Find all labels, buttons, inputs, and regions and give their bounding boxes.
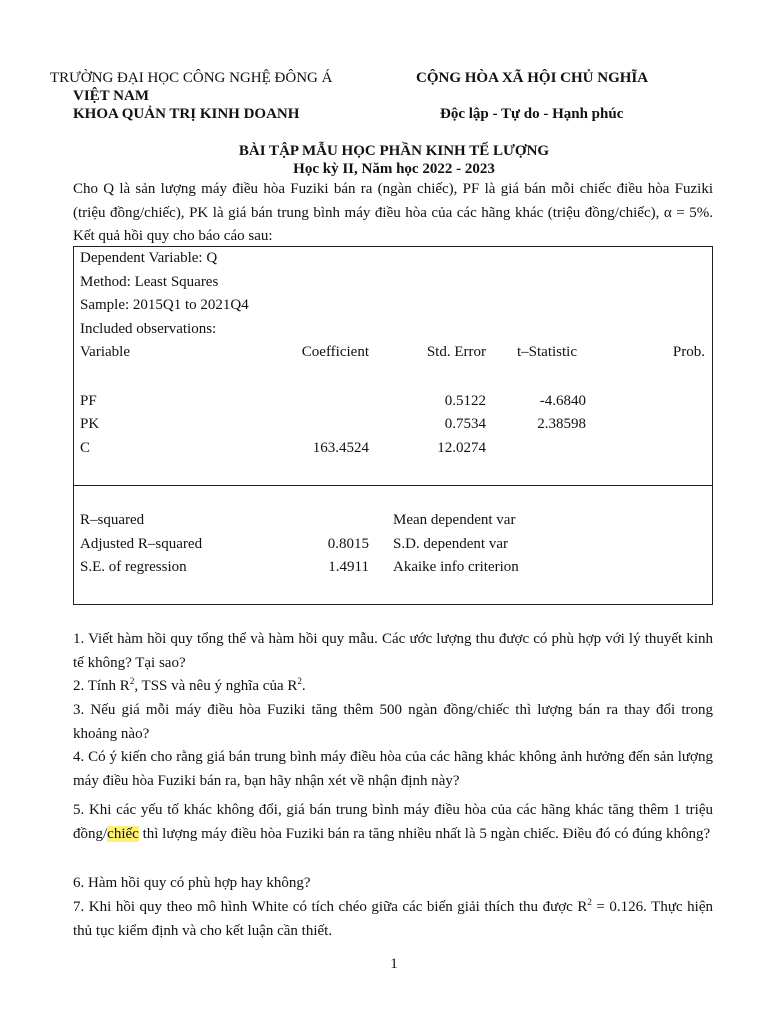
row-pf-variable: PF — [80, 393, 97, 409]
question-2: 2. Tính $R^2$, TSS và nêu ý nghĩa của $R^2$. — [73, 676, 306, 694]
superscript-2: 2 — [297, 676, 302, 686]
page-number: 1 — [390, 956, 398, 972]
row-c-coefficient: 163.4524 — [312, 440, 369, 456]
superscript-2: 2 — [129, 676, 135, 686]
faculty-name: KHOA QUẢN TRỊ KINH DOANH — [73, 106, 300, 122]
sample: Sample: 2015Q1 to 2021Q4 — [80, 297, 249, 313]
regression-stats — [73, 485, 713, 605]
question-5: 5. Khi các yếu tố khác không đổi, giá bán trung bình máy điều hòa của các hãng khác tăng thêm 1 triệu đồng/chiếc thì lượng máy điều hòa Fuziki bán ra tăng nhiều nhất là 5 ngàn chiếc. Điều đó có đúng không? — [73, 802, 713, 842]
republic-name: CỘNG HÒA XÃ HỘI CHỦ NGHĨA — [416, 70, 649, 86]
observations: Included observations: — [80, 321, 217, 337]
header-prob: Prob. — [672, 344, 705, 360]
row-c-std-error: 12.0274 — [437, 440, 486, 456]
method: Method: Least Squares — [80, 274, 219, 290]
row-pf-std-error: 0.5122 — [444, 393, 486, 409]
document-subtitle: Học kỳ II, Năm học 2022 - 2023 — [293, 161, 495, 177]
row-pk-t-statistic: 2.38598 — [537, 416, 586, 432]
superscript-2: 2 — [587, 897, 592, 907]
university-name: TRƯỜNG ĐẠI HỌC CÔNG NGHỆ ĐÔNG Á — [50, 70, 333, 86]
regression-table — [73, 246, 713, 486]
header-variable: Variable — [80, 344, 130, 360]
row-pf-t-statistic: -4.6840 — [539, 393, 586, 409]
row-pk-std-error: 0.7534 — [444, 416, 486, 432]
question-1: 1. Viết hàm hồi quy tổng thể và hàm hồi quy mẫu. Các ước lượng thu được có phù hợp với lý thuyết kinh tế không? Tại sao? — [73, 631, 713, 671]
university-country: VIỆT NAM — [73, 88, 149, 104]
stat-akaike-label: Akaike info criterion — [393, 559, 519, 575]
question-3: 3. Nếu giá mỗi máy điều hòa Fuziki tăng thêm 500 ngàn đồng/chiếc thì lượng bán ra thay đổi trong khoảng nào? — [73, 702, 713, 742]
question-4: 4. Có ý kiến cho rằng giá bán trung bình máy điều hòa của các hãng khác không ảnh hưởng đến sản lượng máy điều hòa Fuziki bán ra, bạn hãy nhận xét về nhận định này? — [73, 749, 713, 789]
highlighted-word: chiếc — [107, 825, 139, 842]
row-c-variable: C — [80, 440, 91, 456]
stat-adj-r-squared-value: 0.8015 — [327, 536, 369, 552]
problem-intro: Cho Q là sản lượng máy điều hòa Fuziki bán ra (ngàn chiếc), PF là giá bán mỗi chiếc điều hòa Fuziki (triệu đồng/chiếc), PK là giá bán trung bình máy điều hòa của các hãng khác (triệu đồng/chiếc), α = 5%. Kết quả hồi quy cho báo cáo sau: — [73, 181, 713, 244]
stat-mean-dependent-label: Mean dependent var — [393, 512, 516, 528]
stat-se-regression-value: 1.4911 — [328, 559, 369, 575]
document-title: BÀI TẬP MẪU HỌC PHẦN KINH TẾ LƯỢNG — [238, 143, 550, 159]
stat-r-squared-label: R–squared — [80, 512, 145, 528]
dependent-variable: Dependent Variable: Q — [80, 250, 218, 266]
row-pk-variable: PK — [80, 416, 100, 432]
question-6: 6. Hàm hồi quy có phù hợp hay không? — [73, 875, 311, 891]
header-t-statistic: t–Statistic — [517, 344, 577, 360]
stat-adj-r-squared-label: Adjusted R–squared — [80, 536, 203, 552]
national-motto: Độc lập - Tự do - Hạnh phúc — [440, 106, 624, 122]
header-coefficient: Coefficient — [301, 344, 369, 360]
stat-sd-dependent-label: S.D. dependent var — [393, 536, 508, 552]
header-std-error: Std. Error — [426, 344, 486, 360]
stat-se-regression-label: S.E. of regression — [80, 559, 187, 575]
question-7: 7. Khi hồi quy theo mô hình White có tích chéo giữa các biến giải thích thu được $R^2 = 0.126$. Thực hiện thủ tục kiểm định và cho kết luận cần thiết. — [73, 897, 713, 939]
